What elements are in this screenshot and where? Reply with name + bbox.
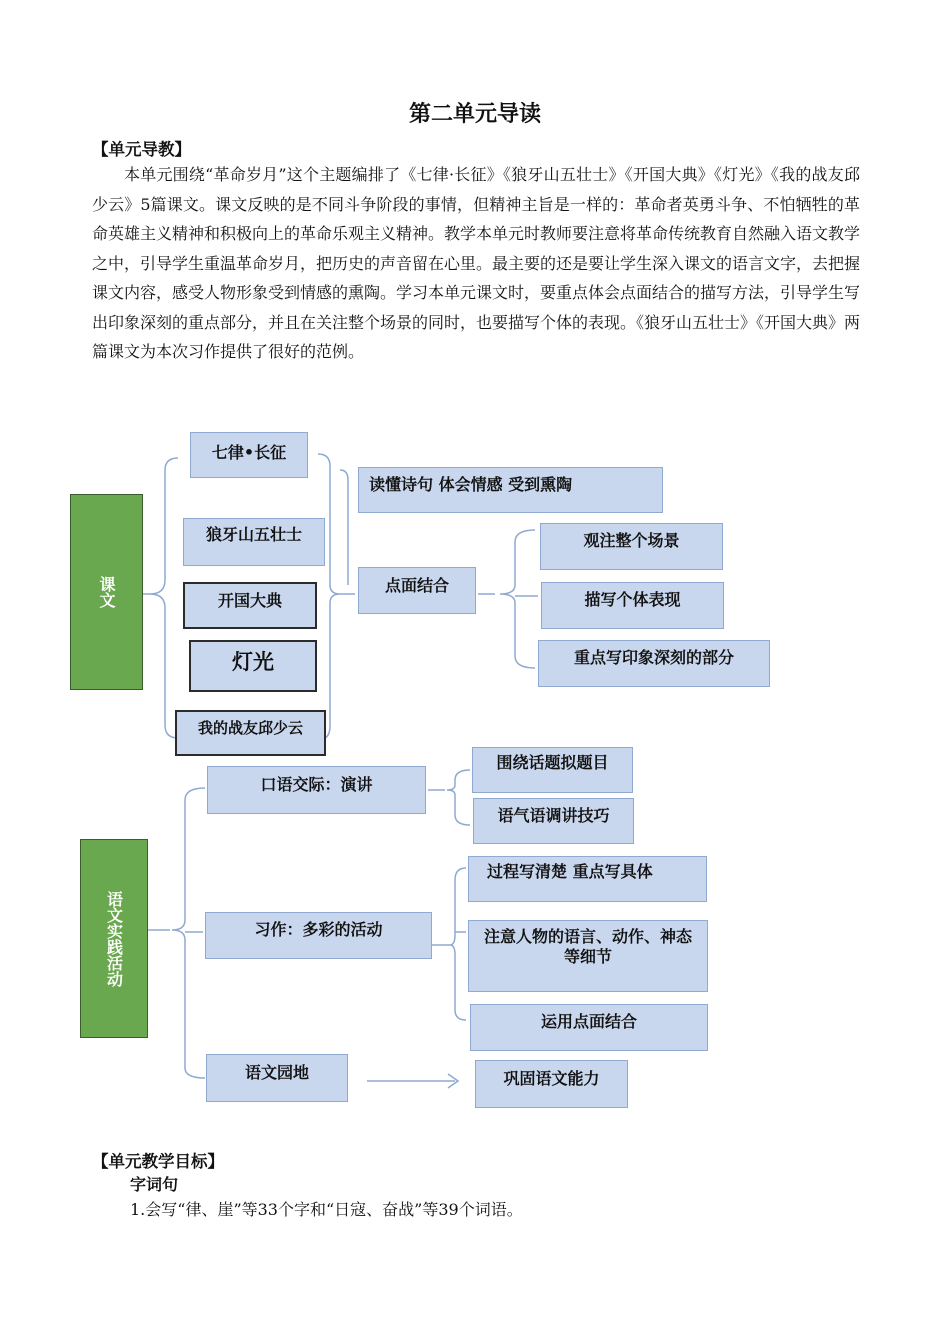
point-box-2: 描写个体表现 — [541, 582, 724, 629]
section-heading-intro: 【单元导教】 — [92, 140, 191, 159]
point-box-3: 重点写印象深刻的部分 — [538, 640, 770, 687]
lesson-box-1: 七律•长征 — [190, 432, 308, 478]
lesson-box-2: 狼牙山五壮士 — [183, 518, 325, 566]
oral-point-1: 围绕话题拟题目 — [472, 747, 633, 793]
section-heading-goals: 【单元教学目标】 — [92, 1152, 224, 1171]
writing-box: 习作：多彩的活动 — [205, 912, 432, 959]
lesson-box-3: 开国大典 — [183, 582, 317, 629]
garden-box: 语文园地 — [206, 1054, 348, 1102]
practice-label: 语文实践活动 — [80, 839, 148, 1038]
writing-point-3: 运用点面结合 — [470, 1004, 708, 1051]
lesson-box-4: 灯光 — [189, 640, 317, 692]
kewen-label: 课文 — [70, 494, 143, 690]
goal-box-read: 读懂诗句 体会情感 受到熏陶 — [358, 467, 663, 513]
oral-point-2: 语气语调讲技巧 — [473, 798, 634, 844]
lesson-box-5: 我的战友邱少云 — [175, 710, 326, 756]
oral-box: 口语交际：演讲 — [207, 766, 426, 814]
page-title: 第二单元导读 — [408, 102, 541, 127]
unit-concept-diagram — [0, 420, 950, 1120]
intro-paragraph: 本单元围绕“革命岁月”这个主题编排了《七律·长征》《狼牙山五壮士》《开国大典》《灯光》《我的战友邱少云》5篇课文。课文反映的是不同斗争阶段的事情，但精神主旨是一样的：革命者英勇斗争、不怕牺牲的革命英雄主义精神和积极向上的革命乐观主义精神。教学本单元时教师要注意将革命传统教育自然融入语文教学之中，引导学生重温革命岁月，把历史的声音留在心里。最主要的还是要让学生深入课文的语言文字，去把握课文内容，感受人物形象受到情感的熏陶。学习本单元课文时，要重点体会点面结合的描写方法，引导学生写出印象深刻的重点部分，并且在关注整个场景的同时，也要描写个体的表现。《狼牙山五壮士》《开国大典》两篇课文为本次习作提供了很好的范例。 — [92, 165, 861, 361]
writing-point-2: 注意人物的语言、动作、神态等细节 — [468, 920, 708, 992]
goal-item-1: 1.会写“律、崖”等33个字和“日寇、奋战”等39个词语。 — [130, 1200, 523, 1219]
garden-result-box: 巩固语文能力 — [475, 1060, 628, 1108]
goals-subheading: 字词句 — [130, 1175, 179, 1194]
goal-box-point-surface: 点面结合 — [358, 567, 476, 614]
writing-point-1: 过程写清楚 重点写具体 — [468, 856, 707, 902]
point-box-1: 观注整个场景 — [540, 523, 723, 570]
